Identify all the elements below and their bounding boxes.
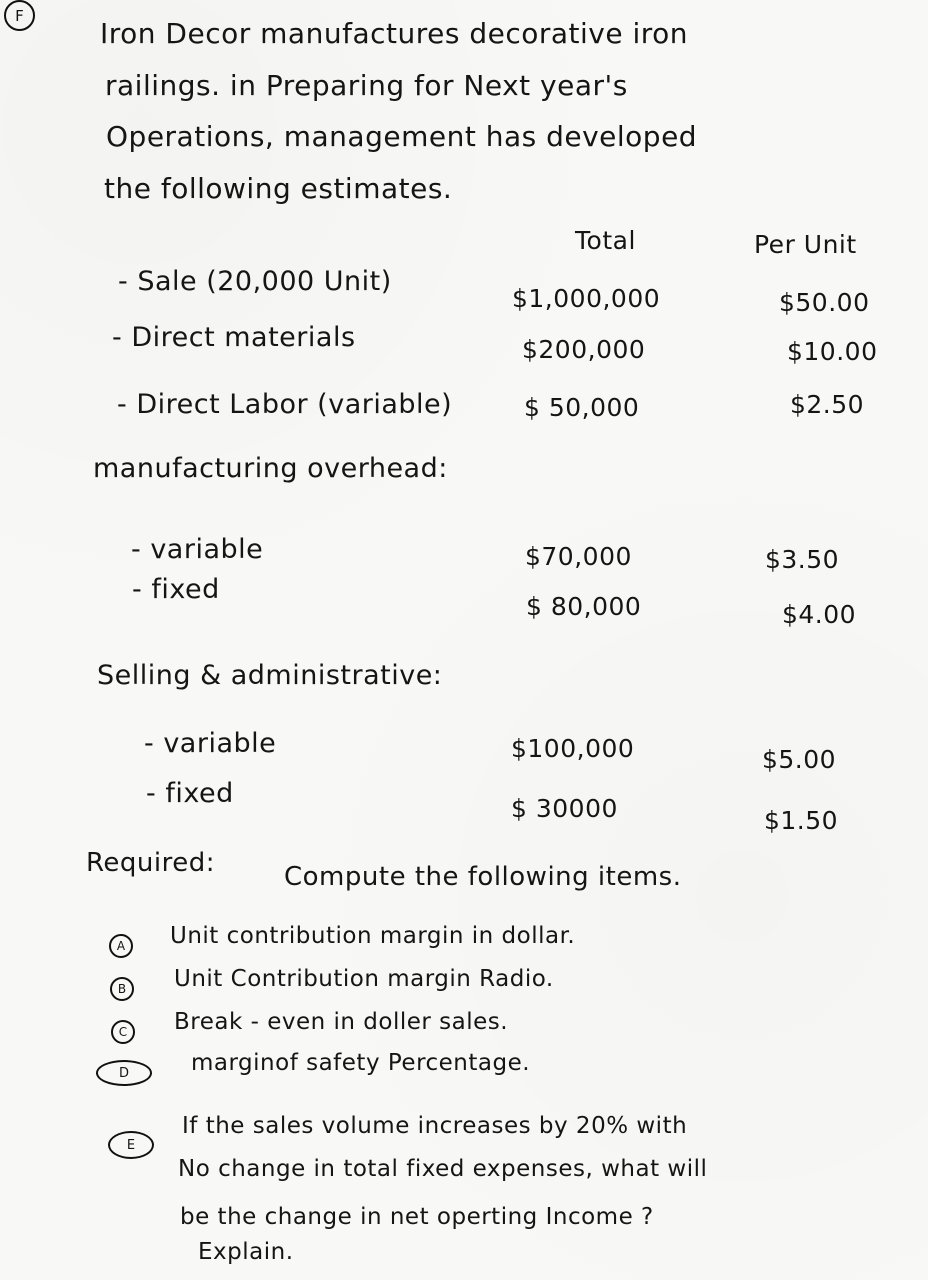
sales-total: $1,000,000 [512,284,661,313]
manufacturing-overhead-heading: manufacturing overhead: [93,453,448,484]
manufacturing-variable-label: - variable [131,534,264,565]
selling-fixed-unit: $1.50 [764,806,839,835]
intro-line-1: Iron Decor manufactures decorative iron [100,17,689,50]
direct-materials-unit: $10.00 [787,337,878,366]
question-b: Unit Contribution margin Radio. [174,966,554,992]
required-text: Compute the following items. [284,862,682,892]
selling-variable-total: $100,000 [511,734,635,763]
manufacturing-fixed-label: - fixed [132,574,220,605]
total-column-header: Total [575,226,636,255]
intro-line-4: the following estimates. [104,172,453,205]
sales-unit: $50.00 [779,288,870,317]
selling-variable-unit: $5.00 [762,745,837,774]
question-e-line-1: If the sales volume increases by 20% with [182,1113,688,1139]
question-c: Break - even in doller sales. [174,1009,509,1035]
question-a: Unit contribution margin in dollar. [170,923,576,949]
question-d: marginof safety Percentage. [191,1050,531,1076]
direct-materials-total: $200,000 [522,335,646,364]
direct-labor-unit: $2.50 [790,390,865,419]
manufacturing-fixed-total: $ 80,000 [526,592,642,621]
unit-column-header: Per Unit [754,230,857,259]
required-label: Required: [86,848,215,878]
selling-administrative-heading: Selling & administrative: [97,660,443,691]
question-a-marker: A [109,934,133,958]
question-b-marker: B [110,977,134,1001]
selling-variable-label: - variable [144,728,277,759]
intro-line-2: railings. in Preparing for Next year's [105,69,628,102]
intro-line-3: Operations, management has developed [106,120,698,153]
direct-materials-label: - Direct materials [112,322,356,353]
question-e-marker: E [108,1131,154,1159]
question-e-line-2: No change in total fixed expenses, what will [178,1156,708,1182]
selling-fixed-total: $ 30000 [511,794,618,823]
question-c-marker: C [111,1020,135,1044]
question-e-line-3: be the change in net operting Income ? [180,1204,654,1230]
question-d-marker: D [96,1060,152,1086]
selling-fixed-label: - fixed [146,778,234,809]
question-e-line-4: Explain. [198,1239,294,1265]
manufacturing-variable-unit: $3.50 [765,545,840,574]
direct-labor-total: $ 50,000 [524,393,640,422]
direct-labor-label: - Direct Labor (variable) [117,389,453,420]
sales-label: - Sale (20,000 Unit) [118,266,392,297]
problem-marker: F [4,0,35,31]
manufacturing-fixed-unit: $4.00 [782,600,857,629]
manufacturing-variable-total: $70,000 [525,542,632,571]
